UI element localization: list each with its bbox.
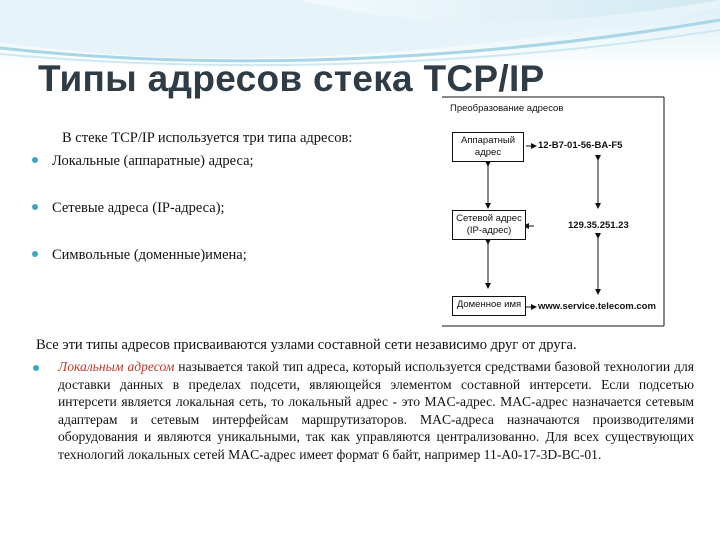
ip-address-value: 129.35.251.23 bbox=[568, 220, 629, 231]
highlight-term: Локальным адресом bbox=[58, 359, 175, 374]
bullet-icon bbox=[32, 251, 38, 257]
list-item bbox=[32, 200, 225, 217]
list-item-text: Символьные (доменные)имена; bbox=[52, 247, 247, 263]
bullet-icon bbox=[32, 157, 38, 163]
diagram-header: Преобразование адресов bbox=[450, 103, 564, 114]
list-item bbox=[32, 247, 247, 264]
box-label: адрес bbox=[474, 147, 502, 158]
mac-address-value: 12-B7-01-56-BA-F5 bbox=[538, 140, 623, 151]
list-item-text: Сетевые адреса (IP-адреса); bbox=[52, 200, 225, 216]
bullet-icon bbox=[32, 204, 38, 210]
list-item bbox=[32, 153, 254, 170]
box-label: Аппаратный bbox=[461, 135, 515, 146]
page-title: Типы адресов стека TCP/IP bbox=[38, 58, 545, 99]
network-address-box bbox=[452, 210, 526, 240]
local-address-paragraph bbox=[58, 358, 694, 464]
box-label: Доменное имя bbox=[456, 299, 522, 310]
box-label: (IP-адрес) bbox=[466, 225, 512, 236]
box-label: Сетевой адрес bbox=[456, 213, 522, 224]
domain-name-box bbox=[452, 296, 526, 316]
bullet-icon bbox=[33, 365, 39, 371]
summary-text: Все эти типы адресов присваиваются узлами составной сети независимо друг от друга. bbox=[36, 337, 577, 353]
intro-text: В стеке TCP/IP используется три типа адресов: bbox=[62, 130, 353, 146]
paragraph-text: называется такой тип адреса, который используется средствами базовой технологии для доставки данных в пределах подсети, являющейся элементом составной интерсети. Если подсетью интерсети является локальная сеть, то локальный адрес - это MAC-адрес. MAC-адрес назначается сетевым адаптерам и сетевым интерфейсам маршрутизаторов. MAC-адреса назначаются производителями оборудования и являются уникальными, так как управляются централизованно. Для всех существующих технологий локальных сетей MAC-адрес имеет формат 6 байт, например 11-A0-17-3D-BC-01. bbox=[58, 359, 694, 462]
hardware-address-box bbox=[452, 132, 524, 162]
list-item-text: Локальные (аппаратные) адреса; bbox=[52, 153, 254, 169]
domain-name-value: www.service.telecom.com bbox=[538, 301, 656, 312]
address-conversion-diagram bbox=[440, 96, 668, 328]
